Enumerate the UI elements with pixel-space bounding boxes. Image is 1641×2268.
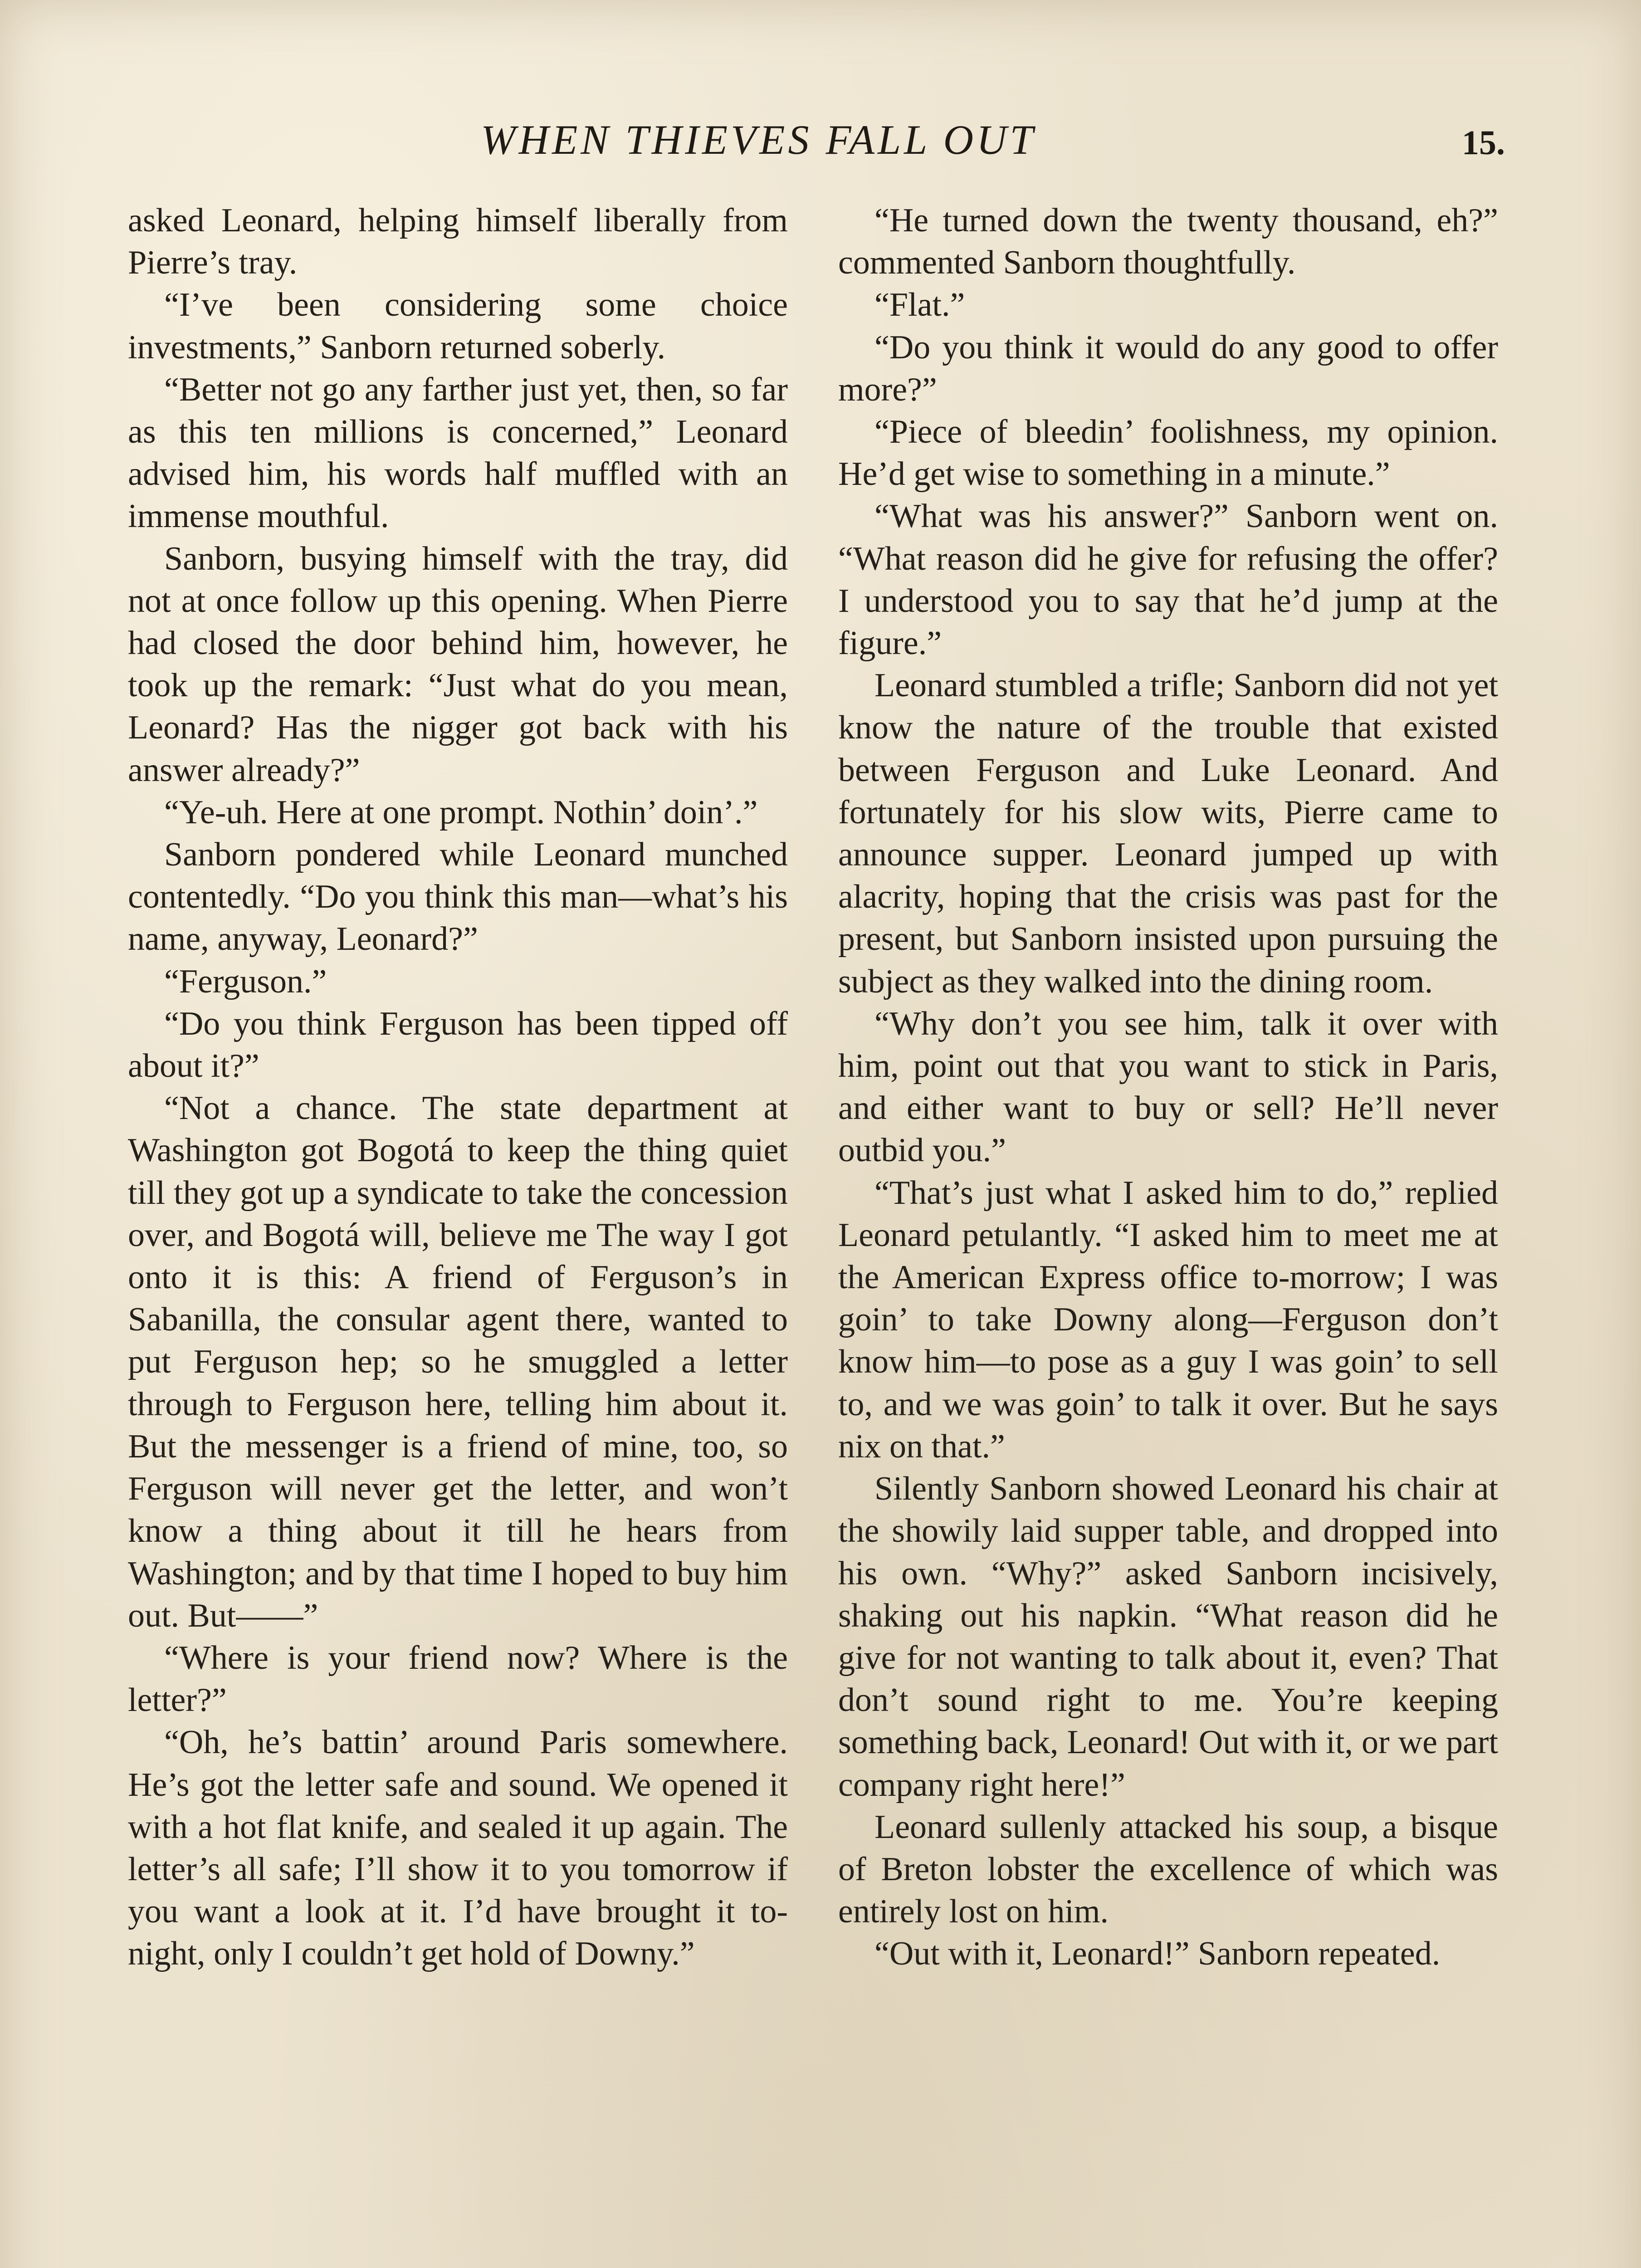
running-title: WHEN THIEVES FALL OUT: [481, 117, 1036, 163]
paragraph: “Better not go any farther just yet, then, so far as this ten millions is concerned,” Leonard advised him, his words half muffled with an immense mouthful.: [128, 371, 788, 535]
paragraph: “Ye-uh. Here at one prompt. Nothin’ doin’.”: [164, 793, 758, 831]
paragraph: Silently Sanborn showed Leonard his chair at the showily laid supper table, and dropped into his own. “Why?” asked Sanborn incisively, shaking out his napkin. “What reason did he give for not wanting to talk about it, even? That don’t sound right to me. You’re keeping something back, Leonard! Out with it, or we part company right here!”: [838, 1470, 1498, 1804]
paragraph: “Out with it, Leonard!” Sanborn repeated.: [874, 1935, 1441, 1973]
paragraph: “Do you think it would do any good to offer more?”: [838, 328, 1498, 408]
paragraph: “Piece of bleedin’ foolishness, my opinion. He’d get wise to something in a minute.”: [838, 413, 1498, 493]
paragraph: “Do you think Ferguson has been tipped off about it?”: [128, 1005, 788, 1085]
paragraph: “Why don’t you see him, talk it over with him, point out that you want to stick in Paris, and either want to buy or sell? He’ll never outbid you.”: [838, 1005, 1498, 1169]
paragraph: asked Leonard, helping himself liberally from Pierre’s tray.: [128, 202, 788, 282]
paragraph: “Not a chance. The state department at Washington got Bogotá to keep the thing quiet till they got up a syndicate to take the concession over, and Bogotá will, believe me The way I got onto it is this: A friend of Ferguson’s in Sabanilla, the consular agent there, wanted to put Ferguson hep; so he smuggled a letter through to Ferguson here, telling him about it. But the messenger is a friend of mine, too, so Ferguson will never get the letter, and won’t know a thing about it till he hears from Washington; and by that time I hoped to buy him out. But——”: [128, 1090, 788, 1634]
right-column: [838, 200, 1498, 1975]
paragraph: “He turned down the twenty thousand, eh?” commented Sanborn thoughtfully.: [838, 202, 1498, 282]
page-number: 15.: [1462, 124, 1505, 162]
left-column: [128, 200, 788, 1975]
paragraph: “Where is your friend now? Where is the letter?”: [128, 1639, 788, 1719]
paragraph: Leonard sullenly attacked his soup, a bisque of Breton lobster the excellence of which was entirely lost on him.: [838, 1808, 1498, 1931]
paragraph: “That’s just what I asked him to do,” replied Leonard petulantly. “I asked him to meet me at the American Express office to-morrow; I was goin’ to take Downy along—Ferguson don’t know him—to pose as a guy I was goin’ to sell to, and we was goin’ to talk it over. But he says nix on that.”: [838, 1174, 1498, 1465]
paragraph: “Ferguson.”: [164, 963, 327, 1000]
paragraph: Sanborn pondered while Leonard munched contentedly. “Do you think this man—what’s his name, anyway, Leonard?”: [128, 836, 788, 958]
paragraph: “I’ve been considering some choice investments,” Sanborn returned soberly.: [128, 286, 788, 366]
paragraph: “Flat.”: [874, 286, 965, 324]
paragraph: Leonard stumbled a trifle; Sanborn did not yet know the nature of the trouble that existed between Ferguson and Luke Leonard. And fortunately for his slow wits, Pierre came to announce supper. Leonard jumped up with alacrity, hoping that the crisis was past for the present, but Sanborn insisted upon pursuing the subject as they walked into the dining room.: [838, 667, 1498, 1000]
paragraph: Sanborn, busying himself with the tray, did not at once follow up this opening. When Pierre had closed the door behind him, however, he took up the remark: “Just what do you mean, Leonard? Has the nigger got back with his answer already?”: [128, 540, 788, 789]
paragraph: “Oh, he’s battin’ around Paris somewhere. He’s got the letter safe and sound. We opened it with a hot flat knife, and sealed it up again. The letter’s all safe; I’ll show it to you tomorrow if you want a look at it. I’d have brought it to-night, only I couldn’t get hold of Downy.”: [128, 1724, 788, 1973]
paragraph: “What was his answer?” Sanborn went on. “What reason did he give for refusing the offer? I understood you to say that he’d jump at the figure.”: [838, 498, 1498, 662]
